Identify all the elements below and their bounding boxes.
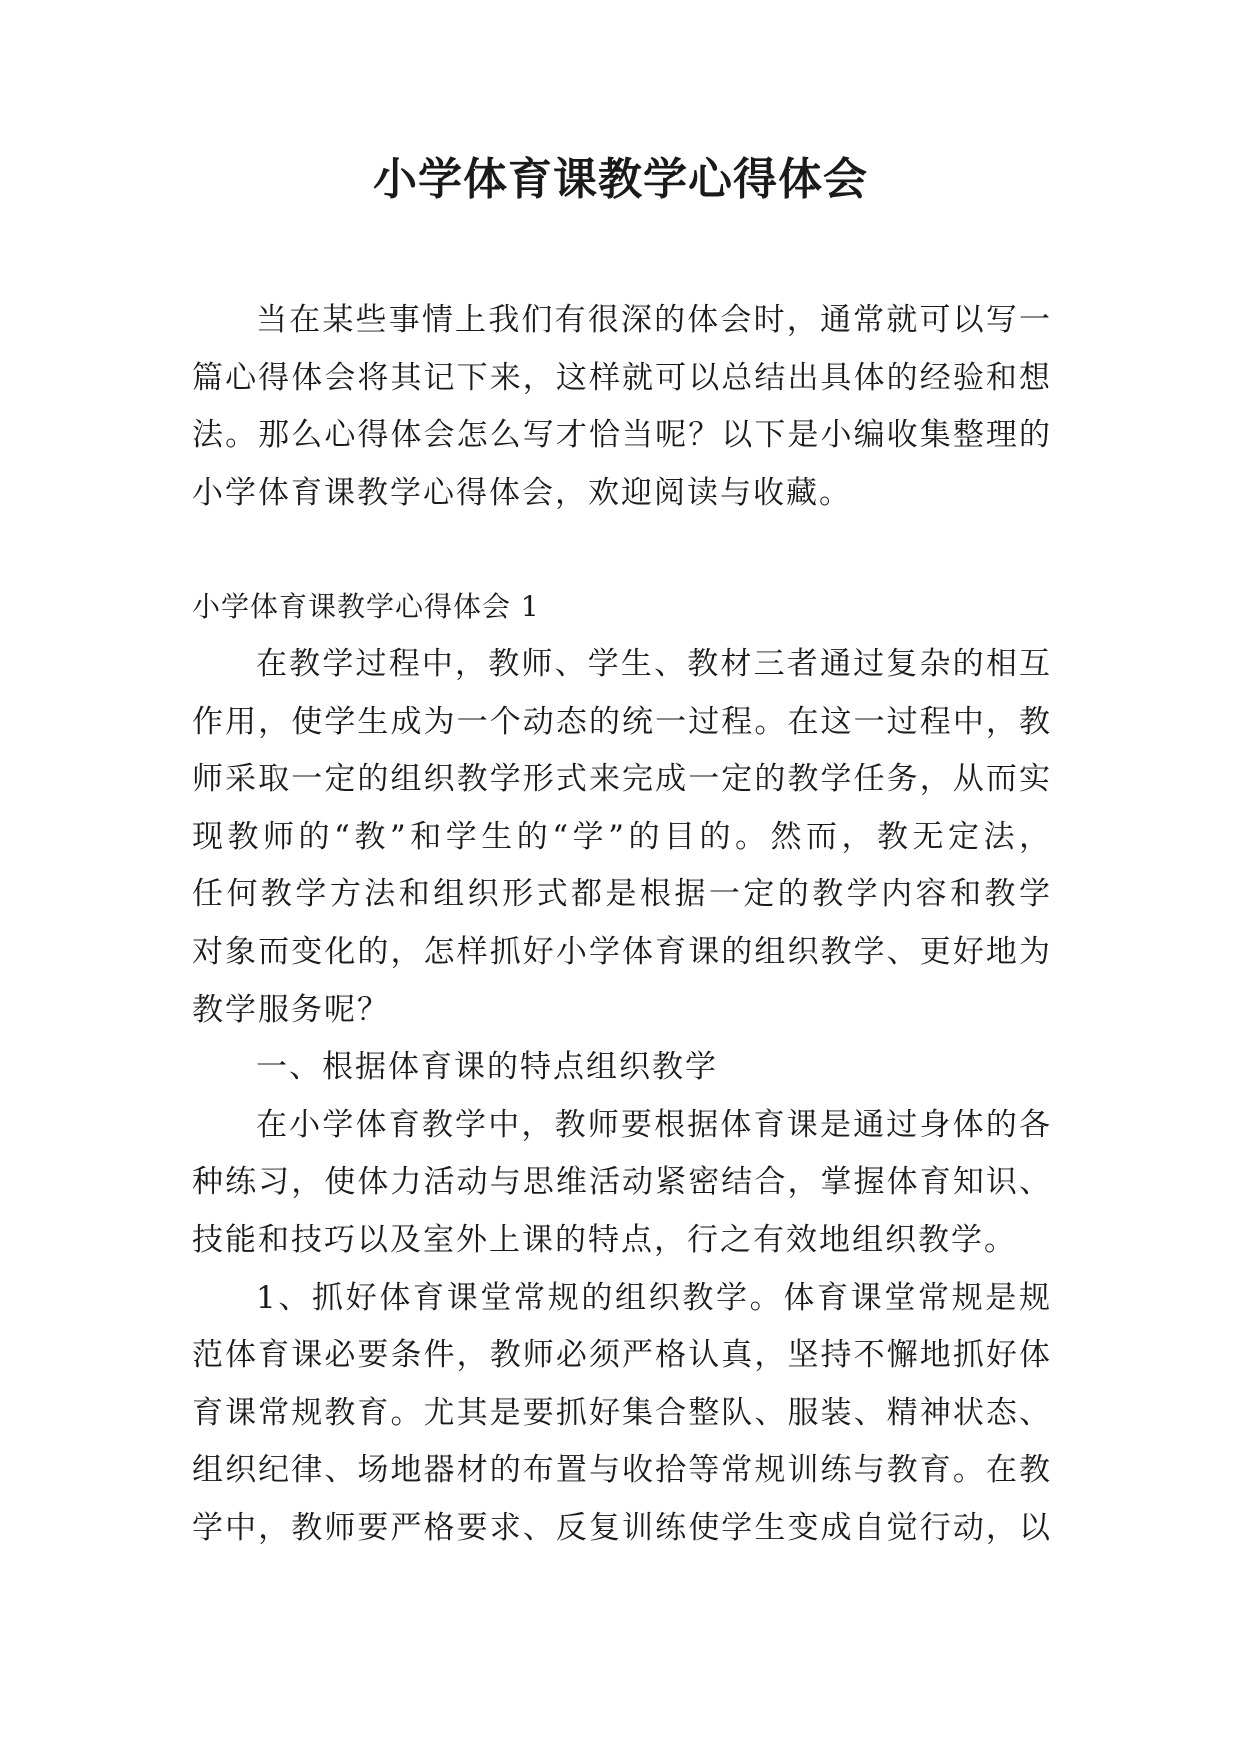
body-paragraph-3 <box>192 1270 1052 1558</box>
text-line: 篇心得体会将其记下来，这样就可以总结出具体的经验和想 <box>192 359 1052 396</box>
text-line: 师采取一定的组织教学形式来完成一定的教学任务，从而实 <box>192 761 1052 798</box>
text-line: 现教师的“教”和学生的“学”的目的。然而，教无定法， <box>192 818 1052 855</box>
body-paragraph-1 <box>192 636 1052 1039</box>
text-line: 技能和技巧以及室外上课的特点，行之有效地组织教学。 <box>192 1221 1017 1258</box>
document-body <box>192 292 1052 1557</box>
subheading: 一、根据体育课的特点组织教学 <box>256 1049 718 1086</box>
text-line: 范体育课必要条件，教师必须严格认真，坚持不懈地抓好体 <box>192 1337 1052 1374</box>
text-line: 在小学体育教学中，教师要根据体育课是通过身体的各 <box>256 1106 1052 1143</box>
text-line: 学中，教师要严格要求、反复训练使学生变成自觉行动，以 <box>192 1509 1052 1546</box>
text-line: 对象而变化的，怎样抓好小学体育课的组织教学、更好地为 <box>192 933 1052 970</box>
text-line: 小学体育课教学心得体会，欢迎阅读与收藏。 <box>192 474 852 511</box>
intro-paragraph <box>192 292 1052 522</box>
text-line: 在教学过程中，教师、学生、教材三者通过复杂的相互 <box>256 645 1052 682</box>
text-line: 教学服务呢？ <box>192 991 390 1028</box>
text-line: 当在某些事情上我们有很深的体会时，通常就可以写一 <box>256 302 1052 338</box>
text-line: 作用，使学生成为一个动态的统一过程。在这一过程中，教 <box>192 703 1052 740</box>
text-line: 1、抓好体育课堂常规的组织教学。体育课堂常规是规 <box>256 1279 1052 1316</box>
paragraph-gap <box>192 522 1052 578</box>
text-line: 法。那么心得体会怎么写才恰当呢？以下是小编收集整理的 <box>192 417 1052 454</box>
text-line: 组织纪律、场地器材的布置与收拾等常规训练与教育。在教 <box>192 1452 1052 1489</box>
text-line: 育课常规教育。尤其是要抓好集合整队、服装、精神状态、 <box>192 1394 1052 1431</box>
section-heading: 小学体育课教学心得体会 1 <box>192 590 540 624</box>
document-title: 小学体育课教学心得体会 <box>373 154 868 205</box>
text-line: 任何教学方法和组织形式都是根据一定的教学内容和教学 <box>192 876 1052 913</box>
body-paragraph-2 <box>192 1097 1052 1270</box>
text-line: 种练习，使体力活动与思维活动紧密结合，掌握体育知识、 <box>192 1164 1052 1201</box>
